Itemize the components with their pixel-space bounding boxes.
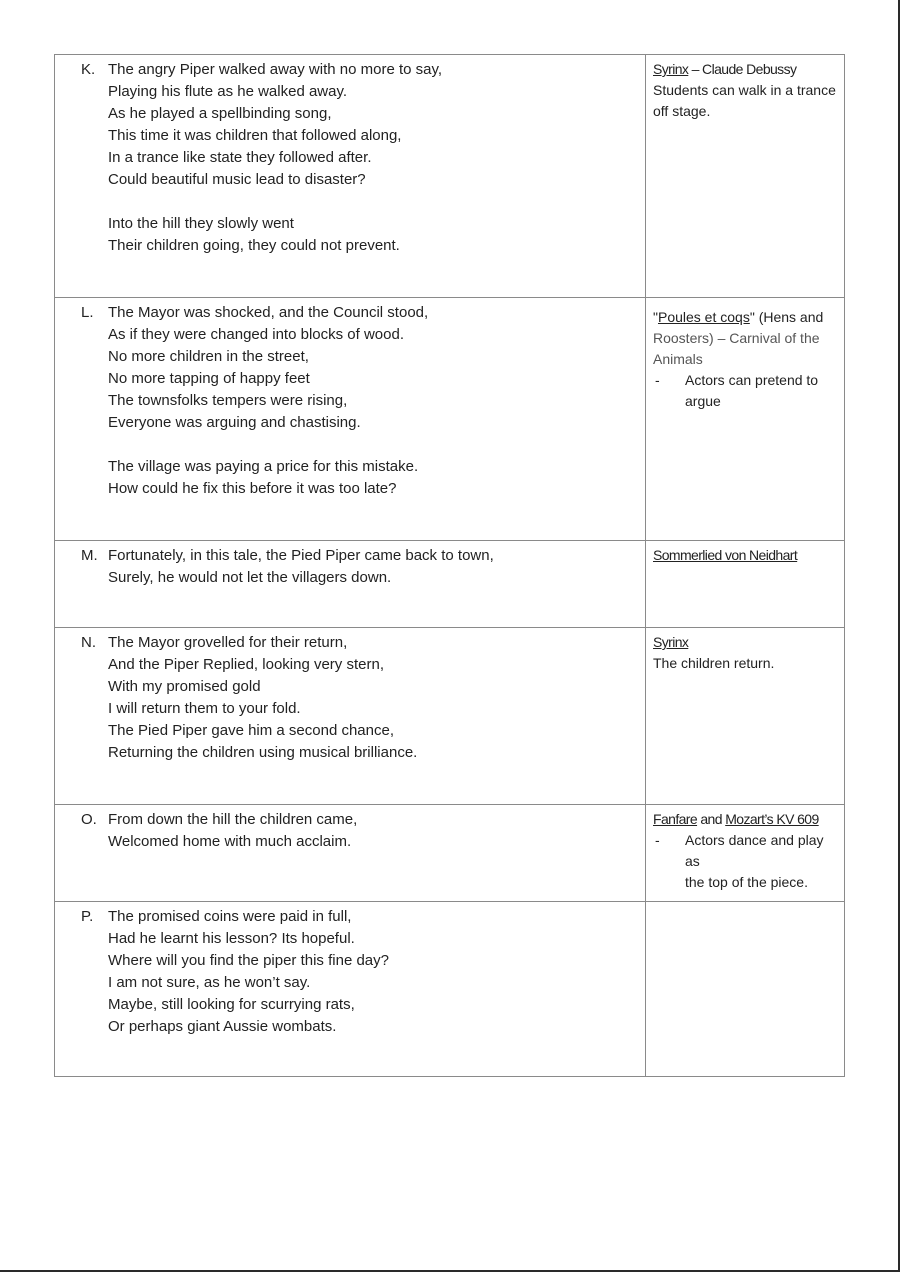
verse-line: Had he learnt his lesson? Its hopeful.: [108, 930, 355, 947]
verse-cell: [55, 541, 646, 628]
music-composer: – Claude Debussy: [688, 61, 797, 77]
verse-line: As he played a spellbinding song,: [108, 105, 332, 122]
scene-letter: L.: [81, 304, 94, 321]
verse-line: I am not sure, as he won’t say.: [108, 974, 311, 991]
verse-line: The Pied Piper gave him a second chance,: [108, 722, 395, 739]
stage-note: the top of the piece.: [685, 874, 808, 890]
verse-line: Maybe, still looking for scurrying rats,: [108, 996, 355, 1013]
verse-line: The angry Piper walked away with no more to say,: [108, 61, 443, 78]
music-cue: "Poules et coqs" (Hens and: [653, 309, 824, 325]
table-row: [55, 298, 845, 541]
verse-line: The Mayor grovelled for their return,: [108, 634, 348, 651]
table-row: [55, 55, 845, 298]
verse-line: The village was paying a price for this mistake.: [108, 458, 419, 475]
verse-cell: [55, 298, 646, 541]
verse-lines: [108, 545, 637, 589]
verse-lines: [108, 906, 637, 1038]
verse-cell: [55, 55, 646, 298]
verse-line: And the Piper Replied, looking very stern,: [108, 656, 384, 673]
verse-line: Their children going, they could not prevent.: [108, 237, 400, 254]
stage-bullet: [653, 370, 838, 412]
stage-note: Actors dance and play as: [685, 832, 824, 869]
music-title: Syrinx: [653, 61, 689, 77]
verse-line: Could beautiful music lead to disaster?: [108, 171, 366, 188]
music-cell: [646, 541, 845, 628]
script-table: [54, 54, 845, 1077]
verse-cell: [55, 628, 646, 805]
music-title: Fanfare: [653, 811, 698, 827]
verse-line: With my promised gold: [108, 678, 261, 695]
music-title: Sommerlied von Neidhart: [653, 547, 798, 563]
music-cue: Fanfare and Mozart’s KV 609: [653, 811, 819, 827]
music-cell: [646, 628, 845, 805]
verse-line: How could he fix this before it was too late?: [108, 480, 397, 497]
verse-line: Playing his flute as he walked away.: [108, 83, 348, 100]
verse-line: No more tapping of happy feet: [108, 370, 310, 387]
music-cell: [646, 805, 845, 902]
verse-line: As if they were changed into blocks of wood.: [108, 326, 405, 343]
verse-line: Everyone was arguing and chastising.: [108, 414, 361, 431]
music-cue-line: Roosters) – Carnival of the: [653, 330, 820, 346]
verse-line: [108, 434, 637, 456]
verse-line: Surely, he would not let the villagers down.: [108, 569, 392, 586]
verse-lines: [108, 59, 637, 257]
verse-line: This time it was children that followed along,: [108, 127, 402, 144]
table-row: [55, 902, 845, 1077]
stage-note: Students can walk in a trance: [653, 82, 836, 98]
music-cue: [653, 59, 838, 80]
verse-lines: [108, 632, 637, 764]
stage-note: The children return.: [653, 655, 775, 671]
music-cue: [653, 545, 838, 566]
verse-line: Welcomed home with much acclaim.: [108, 833, 352, 850]
verse-line: Returning the children using musical brilliance.: [108, 744, 418, 761]
music-title: Poules et coqs: [657, 309, 750, 325]
scene-letter: K.: [81, 61, 96, 78]
music-title: Syrinx: [653, 634, 689, 650]
verse-line: The Mayor was shocked, and the Council stood,: [108, 304, 429, 321]
music-cue: [653, 632, 838, 653]
verse-cell: [55, 805, 646, 902]
scene-letter: M.: [81, 547, 98, 564]
music-cell: [646, 55, 845, 298]
table-row: [55, 541, 845, 628]
music-cell: [646, 298, 845, 541]
verse-line: Where will you find the piper this fine day?: [108, 952, 389, 969]
stage-bullet: [653, 830, 838, 893]
stage-note: off stage.: [653, 103, 711, 119]
bullet-dash: -: [655, 372, 660, 388]
stage-note: argue: [685, 393, 721, 409]
scene-letter: O.: [81, 811, 97, 828]
verse-line: [108, 191, 637, 213]
verse-line: Fortunately, in this tale, the Pied Piper came back to town,: [108, 547, 494, 564]
verse-lines: [108, 809, 637, 853]
music-title: Mozart’s KV 609: [725, 811, 819, 827]
table-row: [55, 628, 845, 805]
verse-cell: [55, 902, 646, 1077]
verse-line: The promised coins were paid in full,: [108, 908, 352, 925]
verse-line: The townsfolks tempers were rising,: [108, 392, 348, 409]
scene-letter: N.: [81, 634, 96, 651]
music-cell: [646, 902, 845, 1077]
verse-lines: [108, 302, 637, 500]
stage-note: Actors can pretend to: [685, 372, 819, 388]
verse-line: I will return them to your fold.: [108, 700, 301, 717]
table-row: [55, 805, 845, 902]
music-cue-line: Animals: [653, 351, 703, 367]
verse-line: Or perhaps giant Aussie wombats.: [108, 1018, 337, 1035]
bullet-dash: -: [655, 832, 660, 848]
verse-line: In a trance like state they followed after.: [108, 149, 372, 166]
verse-line: Into the hill they slowly went: [108, 215, 294, 232]
verse-line: No more children in the street,: [108, 348, 309, 365]
scene-letter: P.: [81, 908, 94, 925]
verse-line: From down the hill the children came,: [108, 811, 358, 828]
